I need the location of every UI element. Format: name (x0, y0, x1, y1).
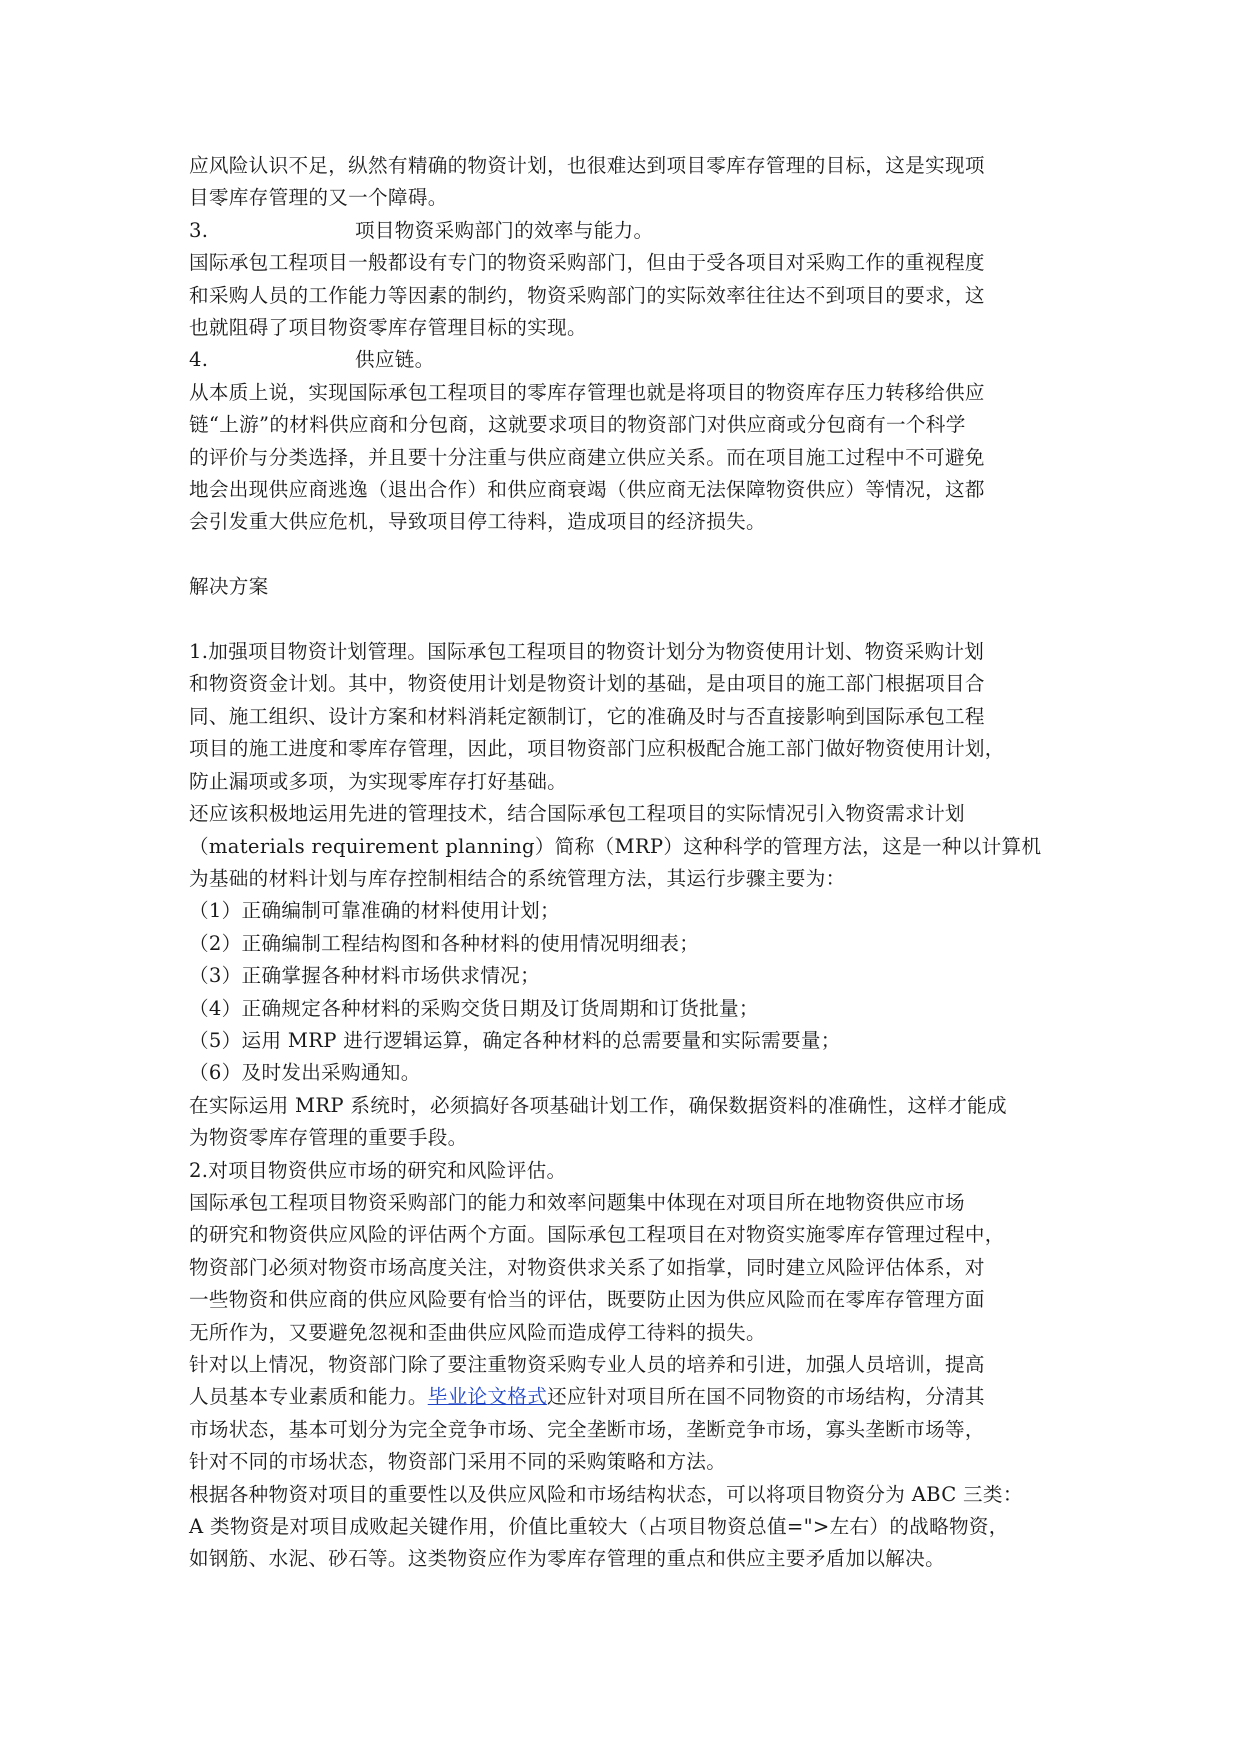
paragraph-line: 地会出现供应商逃逸（退出合作）和供应商衰竭（供应商无法保障物资供应）等情况，这都 (189, 478, 985, 502)
paragraph-line: 会引发重大供应危机，导致项目停工待料，造成项目的经济损失。 (189, 510, 766, 534)
paragraph-line: 也就阻碍了项目物资零库存管理目标的实现。 (189, 316, 587, 340)
step-item: （4）正确规定各种材料的采购交货日期及订货周期和订货批量； (189, 996, 759, 1020)
paragraph-line: 目零库存管理的又一个障碍。 (189, 186, 448, 210)
paragraph-line: 和采购人员的工作能力等因素的制约，物资采购部门的实际效率往往达不到项目的要求，这 (189, 283, 985, 307)
paragraph-line: 为物资零库存管理的重要手段。 (189, 1126, 468, 1150)
paragraph-line: 的评价与分类选择，并且要十分注重与供应商建立供应关系。而在项目施工过程中不可避免 (189, 445, 985, 469)
paragraph-line: 还应该积极地运用先进的管理技术，结合国际承包工程项目的实际情况引入物资需求计划 (189, 802, 965, 826)
paragraph-line: 防止漏项或多项，为实现零库存打好基础。 (189, 769, 567, 793)
step-item: （5）运用 MRP 进行逻辑运算，确定各种材料的总需要量和实际需要量； (189, 1028, 841, 1052)
thesis-format-link[interactable]: 毕业论文格式 (427, 1385, 548, 1409)
paragraph-line: 为基础的材料计划与库存控制相结合的系统管理方法，其运行步骤主要为： (189, 866, 846, 890)
paragraph-line: 针对以上情况，物资部门除了要注重物资采购专业人员的培养和引进，加强人员培训，提高 (189, 1353, 985, 1376)
section-heading: 解决方案 (189, 575, 269, 599)
paragraph-line: 一些物资和供应商的供应风险要有恰当的评估，既要防止因为供应风险而在零库存管理方面 (189, 1288, 985, 1312)
text-after-link: 还应针对项目所在国不同物资的市场结构，分清其 (547, 1385, 985, 1409)
item-title: 项目物资采购部门的效率与能力。 (355, 218, 654, 242)
item-number: 3. (189, 218, 209, 242)
paragraph-line: 针对不同的市场状态，物资部门采用不同的采购策略和方法。 (189, 1450, 727, 1474)
item-title: 供应链。 (355, 348, 435, 372)
item-4-heading (189, 344, 1064, 376)
paragraph-line: 1.加强项目物资计划管理。国际承包工程项目的物资计划分为物资使用计划、物资采购计划 (189, 640, 985, 664)
paragraph-line: 在实际运用 MRP 系统时，必须搞好各项基础计划工作，确保数据资料的准确性，这样才能成 (189, 1093, 1007, 1117)
paragraph-line: 无所作为，又要避免忽视和歪曲供应风险而造成停工待料的损失。 (189, 1320, 766, 1344)
document-body (189, 150, 1064, 1576)
paragraph-line-with-link (189, 1381, 1064, 1413)
paragraph-line: 应风险认识不足，纵然有精确的物资计划，也很难达到项目零库存管理的目标，这是实现项 (189, 154, 985, 177)
paragraph-line: 从本质上说，实现国际承包工程项目的零库存管理也就是将项目的物资库存压力转移给供应 (189, 380, 985, 404)
paragraph-line: 国际承包工程项目一般都设有专门的物资采购部门，但由于受各项目对采购工作的重视程度 (189, 251, 985, 275)
paragraph-line: 和物资资金计划。其中，物资使用计划是物资计划的基础，是由项目的施工部门根据项目合 (189, 672, 985, 696)
paragraph-line: A 类物资是对项目成败起关键作用，价值比重较大（占项目物资总值=">左右）的战略物资， (189, 1515, 1009, 1539)
step-item: （2）正确编制工程结构图和各种材料的使用情况明细表； (189, 931, 700, 955)
paragraph-line: 市场状态，基本可划分为完全竞争市场、完全垄断市场，垄断竞争市场，寡头垄断市场等， (189, 1417, 985, 1441)
paragraph-line: 2.对项目物资供应市场的研究和风险评估。 (189, 1158, 567, 1182)
blank-line (189, 539, 1064, 571)
text-before-link: 人员基本专业素质和能力。 (189, 1385, 428, 1409)
paragraph-line: 的研究和物资供应风险的评估两个方面。国际承包工程项目在对物资实施零库存管理过程中， (189, 1223, 1005, 1247)
paragraph-line: （materials requirement planning）简称（MRP）这种科学的管理方法，这是一种以计算机 (189, 834, 1042, 858)
paragraph-line: 国际承包工程项目物资采购部门的能力和效率问题集中体现在对项目所在地物资供应市场 (189, 1190, 965, 1214)
paragraph-line: 如钢筋、水泥、砂石等。这类物资应作为零库存管理的重点和供应主要矛盾加以解决。 (189, 1547, 945, 1571)
paragraph-line: 项目的施工进度和零库存管理，因此，项目物资部门应积极配合施工部门做好物资使用计划， (189, 737, 1005, 761)
step-item: （6）及时发出采购通知。 (189, 1061, 421, 1085)
paragraph-line: 同、施工组织、设计方案和材料消耗定额制订，它的准确及时与否直接影响到国际承包工程 (189, 704, 985, 728)
paragraph-line: 链“上游”的材料供应商和分包商，这就要求项目的物资部门对供应商或分包商有一个科学 (189, 413, 966, 437)
blank-line (189, 604, 1064, 636)
paragraph-line: 物资部门必须对物资市场高度关注，对物资供求关系了如指掌，同时建立风险评估体系，对 (189, 1255, 985, 1279)
step-item: （3）正确掌握各种材料市场供求情况； (189, 964, 540, 988)
item-number: 4. (189, 348, 209, 372)
step-item: （1）正确编制可靠准确的材料使用计划； (189, 899, 560, 923)
item-3-heading (189, 215, 1064, 247)
paragraph-line: 根据各种物资对项目的重要性以及供应风险和市场结构状态，可以将项目物资分为 ABC 三类： (189, 1482, 1023, 1506)
